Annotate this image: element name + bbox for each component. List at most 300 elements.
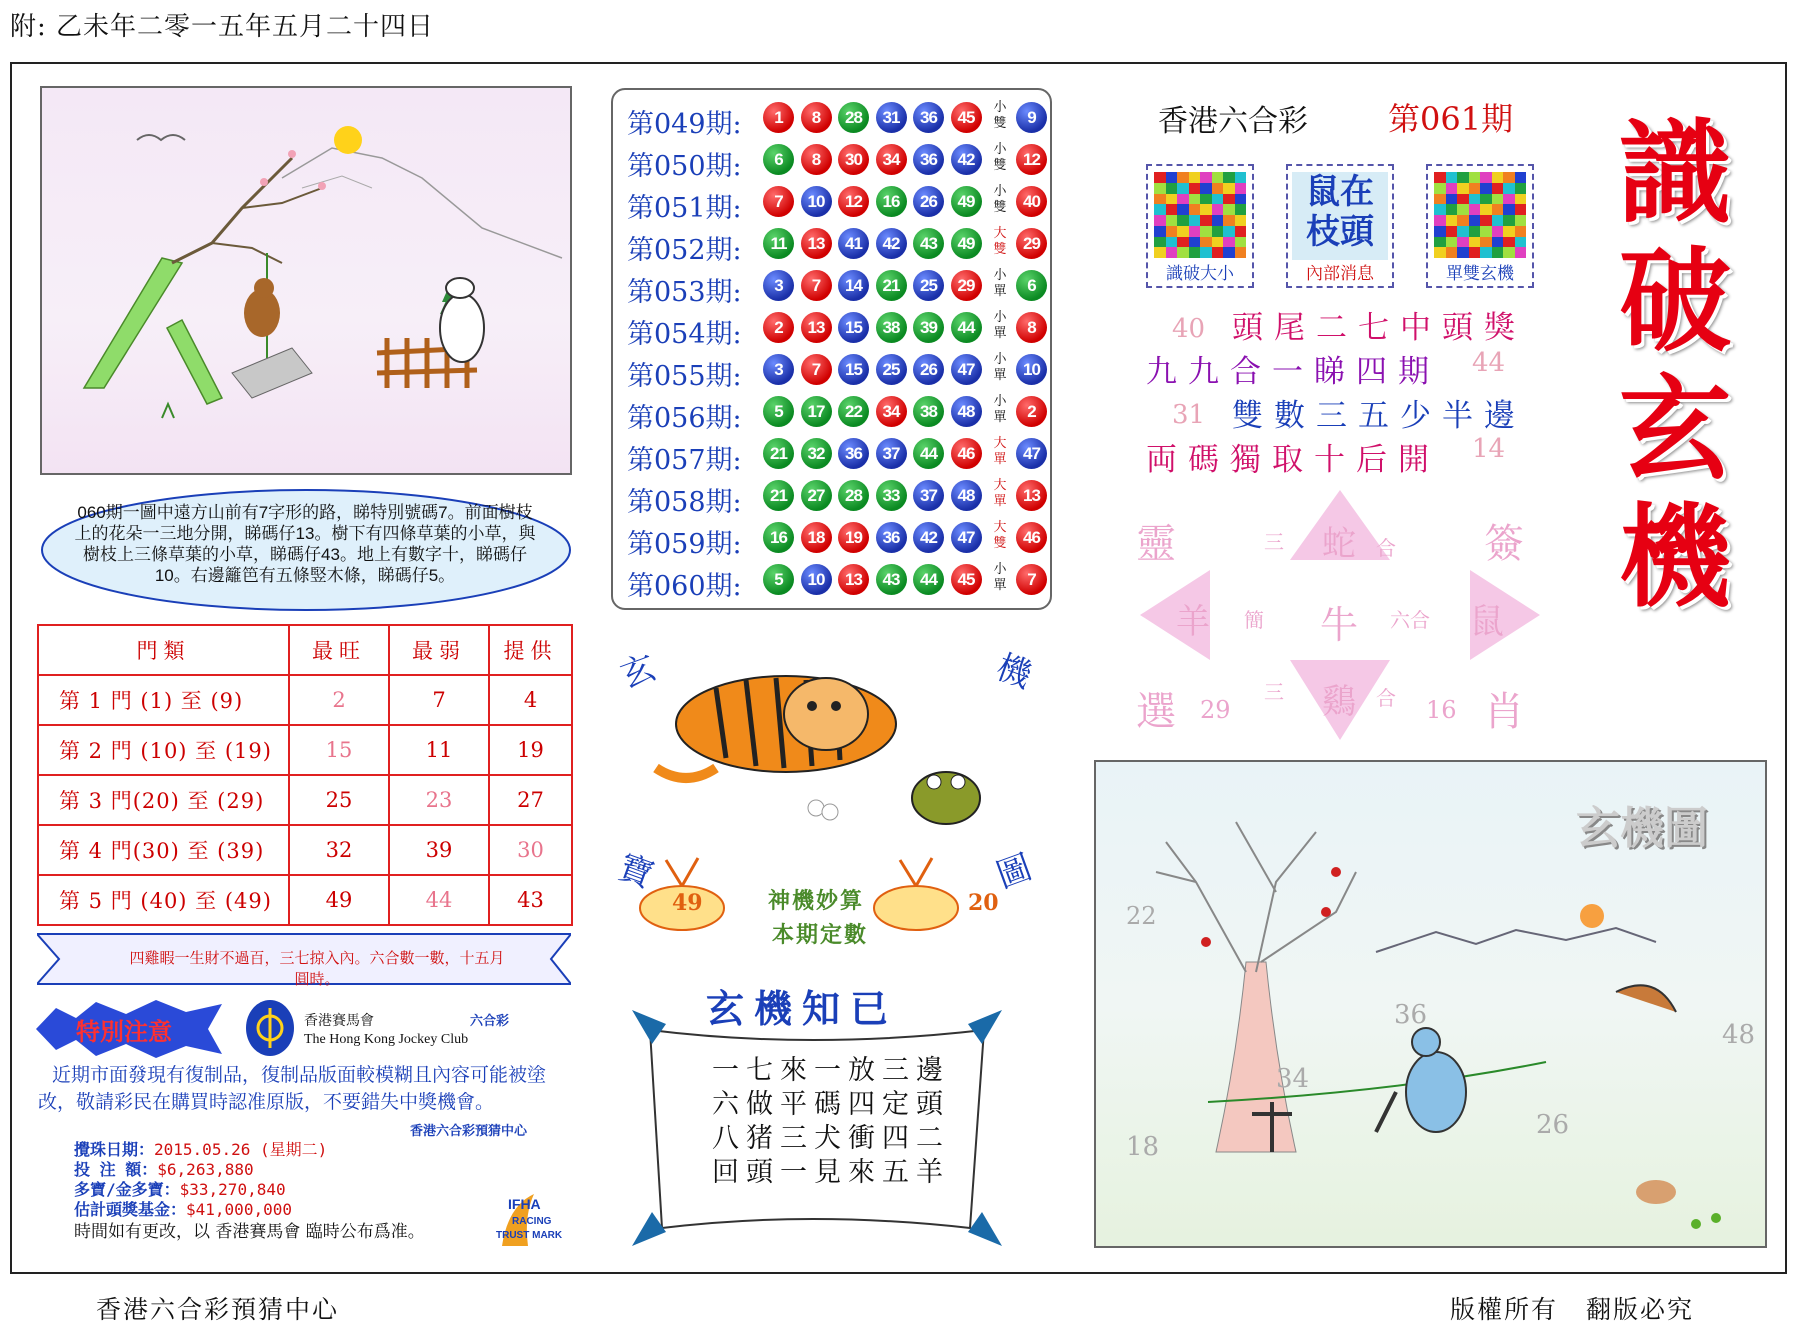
tile-big-small — [1146, 164, 1254, 288]
special-ball: 46 — [1016, 522, 1047, 553]
corner-char-tr: 機 — [990, 647, 1037, 697]
ifha-line1: IFHA — [508, 1196, 541, 1212]
number-ball: 13 — [801, 312, 832, 343]
corner-char: 靈 — [1136, 521, 1176, 567]
number-ball: 49 — [951, 186, 982, 217]
mosaic-cell — [1189, 204, 1201, 215]
size-parity-tag: 大 雙 — [993, 226, 1007, 257]
mosaic-cell — [1154, 172, 1166, 183]
mosaic-cell — [1200, 194, 1212, 205]
verse-number: 44 — [1472, 348, 1506, 378]
mosaic-cell — [1154, 215, 1166, 226]
zodiac-small: 三 — [1264, 530, 1284, 554]
number-ball: 44 — [951, 312, 982, 343]
clue-bubble — [40, 488, 572, 612]
draw-note: 時間如有更改，以 香港賽馬會 臨時公布爲准。 — [74, 1222, 425, 1242]
gate-hot: 15 — [289, 725, 389, 775]
number-ball: 13 — [801, 228, 832, 259]
prize-fund-label: 估計頭獎基金： — [74, 1200, 187, 1219]
issue-label: 第057期: — [627, 445, 742, 476]
mosaic-cell — [1189, 183, 1201, 194]
number-ball: 42 — [876, 228, 907, 259]
mosaic-cell — [1177, 172, 1189, 183]
special-ball: 9 — [1016, 102, 1047, 133]
mosaic-cell — [1189, 237, 1201, 248]
number-ball: 5 — [763, 564, 794, 595]
mosaic-cell — [1177, 204, 1189, 215]
verse-line: 九九合一睇四期 — [1146, 354, 1440, 390]
mosaic-cell — [1469, 183, 1481, 194]
number-ball: 1 — [763, 102, 794, 133]
gate-hot: 32 — [289, 825, 389, 875]
mosaic-cell — [1235, 226, 1247, 237]
mosaic-cell — [1235, 215, 1247, 226]
notice-signature: 香港六合彩預猜中心 — [410, 1124, 528, 1139]
gate-cold: 7 — [389, 675, 489, 725]
mosaic-cell — [1469, 194, 1481, 205]
issue-label: 第052期: — [627, 235, 742, 266]
mosaic-cell — [1223, 204, 1235, 215]
scene-number: 18 — [1126, 1132, 1160, 1162]
number-ball: 18 — [801, 522, 832, 553]
ifha-logo-icon — [494, 1186, 564, 1254]
mosaic-cell — [1492, 215, 1504, 226]
ifha-line3: TRUST MARK — [496, 1230, 563, 1241]
issue-row — [627, 308, 1047, 348]
number-ball: 14 — [838, 270, 869, 301]
issue-label: 第056期: — [627, 403, 742, 434]
mosaic-cell — [1515, 215, 1527, 226]
big-title-char: 玄 — [1619, 364, 1731, 495]
mosaic-cell — [1223, 183, 1235, 194]
size-parity-tag: 小 單 — [993, 352, 1007, 383]
mosaic-cell — [1177, 247, 1189, 258]
mosaic-cell — [1457, 215, 1469, 226]
mosaic-cell — [1503, 183, 1515, 194]
mosaic-cell — [1446, 247, 1458, 258]
mosaic-cell — [1212, 194, 1224, 205]
issue-history — [611, 88, 1052, 610]
scene-number: 26 — [1536, 1110, 1570, 1140]
number-ball: 25 — [913, 270, 944, 301]
number-ball: 21 — [876, 270, 907, 301]
mosaic-cell — [1200, 247, 1212, 258]
number-ball: 38 — [876, 312, 907, 343]
bet-amount-label: 投 注 額： — [74, 1160, 158, 1179]
mosaic-cell — [1515, 204, 1527, 215]
mosaic-cell — [1503, 215, 1515, 226]
mosaic-cell — [1200, 237, 1212, 248]
mosaic-cell — [1212, 183, 1224, 194]
draw-info — [74, 1140, 425, 1242]
number-ball: 38 — [913, 396, 944, 427]
corner-char: 選 — [1136, 689, 1176, 735]
gate-hot: 2 — [289, 675, 389, 725]
number-ball: 28 — [838, 102, 869, 133]
special-ball: 13 — [1016, 480, 1047, 511]
mosaic-cell — [1503, 226, 1515, 237]
mosaic-cell — [1177, 194, 1189, 205]
issue-label: 第060期: — [627, 571, 742, 602]
mosaic-cell — [1166, 215, 1178, 226]
tile-label: 識破大小 — [1166, 264, 1234, 284]
number-ball: 36 — [838, 438, 869, 469]
bet-amount-row — [74, 1160, 425, 1180]
poem-line: 六做平碼四定頭 — [712, 1089, 950, 1120]
gate-cold: 23 — [389, 775, 489, 825]
special-ball: 8 — [1016, 312, 1047, 343]
number-ball: 8 — [801, 102, 832, 133]
notice-text: 近期市面發現有復制品，復制品版面較模糊且內容可能被塗改，敬請彩民在購買時認准原版，不要錯失中獎機會。 — [38, 1064, 547, 1113]
number-ball: 48 — [951, 396, 982, 427]
mosaic-cell — [1446, 172, 1458, 183]
mosaic-cell — [1457, 237, 1469, 248]
number-ball: 10 — [801, 186, 832, 217]
mosaic-cell — [1469, 226, 1481, 237]
special-notice-badge — [36, 998, 222, 1060]
clue-illustration — [40, 86, 572, 475]
mosaic-cell — [1189, 226, 1201, 237]
issue-label: 第055期: — [627, 361, 742, 392]
number-ball: 21 — [763, 438, 794, 469]
mosaic-cell — [1189, 172, 1201, 183]
big-title-char: 機 — [1619, 492, 1731, 623]
big-title-char: 破 — [1619, 236, 1731, 367]
mosaic-cell — [1515, 194, 1527, 205]
mosaic-cell — [1492, 194, 1504, 205]
scene-title: 玄機圖 — [1576, 803, 1708, 854]
number-ball: 39 — [913, 312, 944, 343]
number-ball: 21 — [763, 480, 794, 511]
mosaic-cell — [1446, 194, 1458, 205]
number-ball: 41 — [838, 228, 869, 259]
mosaic-cell — [1457, 183, 1469, 194]
mosaic-cell — [1154, 247, 1166, 258]
jackpot-label: 多寶/金多寶： — [74, 1180, 180, 1199]
number-ball: 44 — [913, 438, 944, 469]
mosaic-cell — [1200, 183, 1212, 194]
mosaic-cell — [1200, 204, 1212, 215]
hkjc-emblem — [244, 998, 296, 1058]
issue-row — [627, 98, 1047, 138]
issue-row — [627, 392, 1047, 432]
number-ball: 7 — [801, 354, 832, 385]
number-ball: 42 — [913, 522, 944, 553]
special-notice-text: 特別注意 — [76, 1018, 172, 1046]
number-ball: 37 — [876, 438, 907, 469]
issue-row — [627, 182, 1047, 222]
size-parity-tag: 大 單 — [993, 478, 1007, 509]
footer-left: 香港六合彩預猜中心 — [96, 1295, 340, 1324]
poem-heading: 玄機知已 — [706, 986, 899, 1031]
mosaic-cell — [1434, 215, 1446, 226]
mosaic-cell — [1166, 204, 1178, 215]
verse-number: 14 — [1472, 434, 1506, 464]
mosaic-cell — [1434, 226, 1446, 237]
mosaic-cell — [1492, 183, 1504, 194]
big-title-char: 識 — [1619, 108, 1731, 239]
mosaic-cell — [1492, 226, 1504, 237]
zodiac-left: 羊 — [1176, 602, 1210, 642]
mosaic-cell — [1446, 215, 1458, 226]
special-ball: 7 — [1016, 564, 1047, 595]
tile-label: 單雙玄機 — [1446, 264, 1514, 284]
number-ball: 34 — [876, 396, 907, 427]
number-ball: 3 — [763, 354, 794, 385]
mosaic-cell — [1515, 183, 1527, 194]
mosaic-cell — [1166, 226, 1178, 237]
gate-label: 第 2 門 (10) 至 (19) — [38, 725, 289, 775]
gate-cold: 44 — [389, 875, 489, 925]
head-number-left: 49 — [672, 890, 703, 916]
special-ball: 29 — [1016, 228, 1047, 259]
number-ball: 2 — [763, 312, 794, 343]
number-ball: 28 — [838, 480, 869, 511]
number-ball: 16 — [876, 186, 907, 217]
draw-date-value: 2015.05.26 (星期二) — [154, 1140, 328, 1159]
number-ball: 11 — [763, 228, 794, 259]
number-ball: 26 — [913, 186, 944, 217]
issue-row — [627, 434, 1047, 474]
tile-odd-even — [1426, 164, 1534, 288]
special-ball: 40 — [1016, 186, 1047, 217]
mosaic-cell — [1434, 247, 1446, 258]
zodiac-right: 鼠 — [1470, 602, 1504, 642]
mosaic-cell — [1503, 204, 1515, 215]
size-parity-tag: 小 雙 — [993, 100, 1007, 131]
scene-number: 36 — [1394, 1000, 1428, 1030]
number-ball: 27 — [801, 480, 832, 511]
gate-label: 第 3 門(20) 至 (29) — [38, 775, 289, 825]
number-ball: 36 — [913, 144, 944, 175]
special-ball: 2 — [1016, 396, 1047, 427]
mosaic-cell — [1492, 237, 1504, 248]
mosaic-cell — [1189, 247, 1201, 258]
zodiac-num: 16 — [1426, 696, 1457, 724]
mosaic-cell — [1166, 247, 1178, 258]
zodiac-top: 蛇 — [1322, 524, 1356, 564]
banner-text: 四雞睱一生財不過百，三七掠入內。六合數一數，十五月圓時。 — [129, 950, 505, 988]
size-parity-tag: 大 單 — [993, 436, 1007, 467]
special-ball: 6 — [1016, 270, 1047, 301]
ifha-line2: RACING — [512, 1216, 552, 1227]
number-ball: 33 — [876, 480, 907, 511]
number-ball: 19 — [838, 522, 869, 553]
gate-label: 第 4 門(30) 至 (39) — [38, 825, 289, 875]
gate-tip: 19 — [489, 725, 572, 775]
mosaic-cell — [1503, 247, 1515, 258]
mosaic-cell — [1235, 194, 1247, 205]
verse-line: 両碼獨取十后開 — [1146, 442, 1440, 478]
number-ball: 7 — [763, 186, 794, 217]
hkjc-name-en: The Hong Kong Jockey Club — [304, 1032, 469, 1047]
verse-number: 40 — [1172, 314, 1206, 344]
zodiac-small: 簡 — [1244, 608, 1264, 632]
tile-label: 內部消息 — [1306, 264, 1374, 284]
issue-label: 第054期: — [627, 319, 742, 350]
prize-fund-value: $41,000,000 — [186, 1200, 292, 1219]
number-ball: 22 — [838, 396, 869, 427]
number-ball: 25 — [876, 354, 907, 385]
mosaic-cell — [1434, 194, 1446, 205]
mosaic-cell — [1492, 172, 1504, 183]
gate-row — [38, 825, 572, 875]
number-ball: 43 — [913, 228, 944, 259]
head-number-right: 20 — [968, 890, 999, 916]
mosaic-cell — [1457, 247, 1469, 258]
tile-hint: 鼠在枝頭 — [1292, 172, 1388, 260]
mosaic-cell — [1177, 183, 1189, 194]
mosaic-cell — [1154, 237, 1166, 248]
mosaic-cell — [1515, 247, 1527, 258]
mosaic-cell — [1166, 194, 1178, 205]
issue-row — [627, 140, 1047, 180]
mosaic-cell — [1446, 237, 1458, 248]
gate-header-category: 門類 — [38, 625, 289, 675]
mosaic-cell — [1177, 237, 1189, 248]
number-ball: 32 — [801, 438, 832, 469]
number-ball: 43 — [876, 564, 907, 595]
zodiac-small: 六合 — [1390, 608, 1430, 632]
mosaic-cell — [1492, 204, 1504, 215]
banner — [37, 930, 571, 988]
zodiac-small: 合 — [1376, 536, 1396, 560]
mosaic-cell — [1480, 247, 1492, 258]
number-ball: 42 — [951, 144, 982, 175]
gate-hot: 49 — [289, 875, 389, 925]
number-ball: 12 — [838, 186, 869, 217]
mosaic-cell — [1154, 194, 1166, 205]
corner-char-tl: 玄 — [615, 647, 662, 697]
number-ball: 15 — [838, 354, 869, 385]
issue-row — [627, 560, 1047, 600]
hkjc-logo-icon — [244, 998, 296, 1058]
big-title — [1600, 110, 1750, 622]
mosaic-cell — [1177, 215, 1189, 226]
mosaic-cell — [1235, 237, 1247, 248]
gate-table — [37, 624, 573, 926]
number-ball: 6 — [763, 144, 794, 175]
mosaic-cell — [1480, 204, 1492, 215]
mosaic-cell — [1515, 237, 1527, 248]
mosaic-cell — [1223, 226, 1235, 237]
mosaic-cell — [1480, 194, 1492, 205]
issue-label: 第058期: — [627, 487, 742, 518]
mosaic-cell — [1480, 215, 1492, 226]
caption-line2: 本期定數 — [772, 922, 869, 948]
mosaic-cell — [1177, 226, 1189, 237]
footer-right: 版權所有 翻版必究 — [1450, 1295, 1694, 1324]
mosaic-cell — [1189, 194, 1201, 205]
gate-row — [38, 775, 572, 825]
mosaic-cell — [1235, 204, 1247, 215]
mosaic-cell — [1434, 237, 1446, 248]
issue-row — [627, 266, 1047, 306]
mosaic-cell — [1434, 183, 1446, 194]
mosaic-cell — [1469, 215, 1481, 226]
mosaic-icon — [1154, 172, 1246, 258]
number-ball: 31 — [876, 102, 907, 133]
mosaic-cell — [1223, 247, 1235, 258]
number-ball: 29 — [951, 270, 982, 301]
issue-row — [627, 476, 1047, 516]
caption-line1: 神機妙算 — [768, 888, 865, 914]
mosaic-cell — [1515, 226, 1527, 237]
riddle-illustration — [1094, 760, 1767, 1248]
gate-header-tip: 提供 — [489, 625, 572, 675]
zodiac-num: 29 — [1200, 696, 1231, 724]
mosaic-cell — [1223, 237, 1235, 248]
bet-amount-value: $6,263,880 — [157, 1160, 254, 1179]
number-ball: 5 — [763, 396, 794, 427]
size-parity-tag: 小 單 — [993, 394, 1007, 425]
gate-tip: 43 — [489, 875, 572, 925]
mosaic-cell — [1223, 215, 1235, 226]
mark-six-logo: 六合彩 — [470, 1014, 510, 1029]
mosaic-cell — [1480, 226, 1492, 237]
number-ball: 13 — [838, 564, 869, 595]
scene-number: 48 — [1722, 1020, 1756, 1050]
middle-art — [612, 628, 1060, 988]
gate-hot: 25 — [289, 775, 389, 825]
mosaic-cell — [1434, 204, 1446, 215]
special-ball: 12 — [1016, 144, 1047, 175]
mosaic-cell — [1223, 172, 1235, 183]
mosaic-cell — [1200, 226, 1212, 237]
gate-label: 第 5 門 (40) 至 (49) — [38, 875, 289, 925]
mosaic-cell — [1200, 172, 1212, 183]
gate-row — [38, 675, 572, 725]
special-ball: 47 — [1016, 438, 1047, 469]
special-ball: 10 — [1016, 354, 1047, 385]
mosaic-cell — [1480, 237, 1492, 248]
zodiac-center: 牛 — [1320, 603, 1359, 647]
mosaic-cell — [1154, 226, 1166, 237]
issue-label: 第053期: — [627, 277, 742, 308]
mosaic-cell — [1446, 183, 1458, 194]
size-parity-tag: 大 雙 — [993, 520, 1007, 551]
hkjc-name-cn: 香港賽馬會 — [304, 1013, 374, 1029]
corner-char: 肖 — [1484, 689, 1524, 735]
corner-char: 簽 — [1484, 521, 1524, 567]
mosaic-cell — [1235, 172, 1247, 183]
scene-number: 22 — [1126, 902, 1157, 930]
gate-header-hot: 最旺 — [289, 625, 389, 675]
mosaic-cell — [1480, 172, 1492, 183]
mosaic-cell — [1223, 194, 1235, 205]
scene-number: 34 — [1276, 1064, 1310, 1094]
mosaic-cell — [1457, 172, 1469, 183]
mosaic-cell — [1154, 183, 1166, 194]
zodiac-diamond — [1136, 490, 1540, 740]
number-ball: 45 — [951, 564, 982, 595]
mosaic-cell — [1212, 237, 1224, 248]
number-ball: 37 — [913, 480, 944, 511]
tile-inside-news — [1286, 164, 1394, 288]
mosaic-cell — [1503, 172, 1515, 183]
number-ball: 15 — [838, 312, 869, 343]
number-ball: 45 — [951, 102, 982, 133]
mosaic-cell — [1457, 226, 1469, 237]
jackpot-row — [74, 1180, 425, 1200]
number-ball: 17 — [801, 396, 832, 427]
gate-row — [38, 725, 572, 775]
number-ball: 7 — [801, 270, 832, 301]
mosaic-cell — [1212, 204, 1224, 215]
clue-text: 060期一圖中遠方山前有7字形的路，睇特別號碼7。前面樹枝上的花朵一三地分開，睇碼仔13。樹下有四條草葉的小草，與樹枝上三條草葉的小草，睇碼仔43。地上有數字十，睇碼仔10。右邊籬笆有五條竪木條，睇碼仔5。 — [74, 503, 536, 585]
number-ball: 10 — [801, 564, 832, 595]
mosaic-cell — [1446, 204, 1458, 215]
